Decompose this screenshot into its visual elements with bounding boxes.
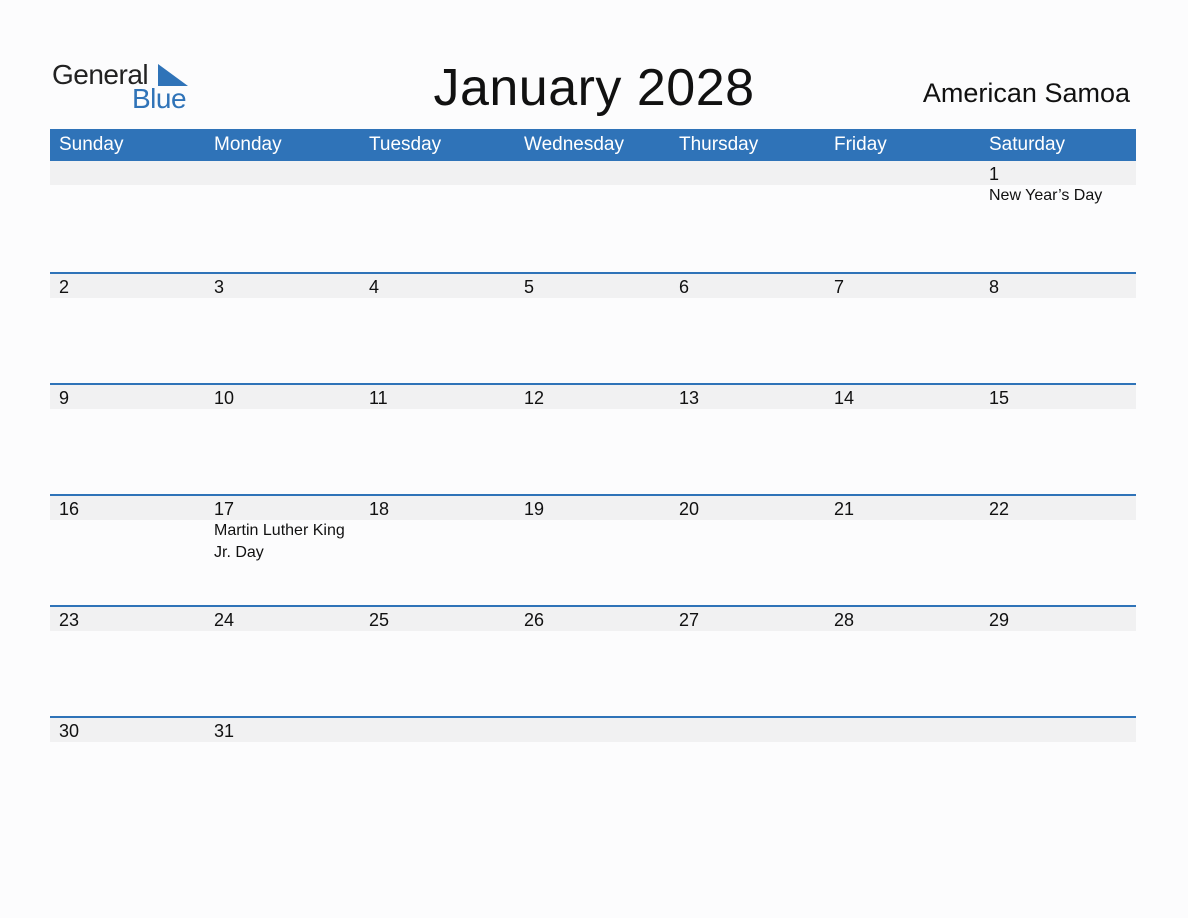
- day-number: [59, 161, 205, 185]
- holiday-label: New Year’s Day: [989, 187, 1103, 204]
- weekday-thursday: Thursday: [679, 134, 759, 155]
- day-cell: [670, 718, 825, 827]
- week-row: [50, 716, 1136, 827]
- day-cell: [50, 161, 205, 272]
- day-cell: [825, 385, 980, 494]
- day-cell: [205, 385, 360, 494]
- weekday-monday: Monday: [214, 134, 282, 155]
- day-number: 16: [59, 499, 80, 519]
- weekday-header-row: [50, 129, 1136, 161]
- day-cell: [205, 718, 360, 827]
- day-cell: [360, 607, 515, 716]
- calendar-header: [0, 0, 1188, 128]
- day-cell: [980, 274, 1136, 383]
- day-cell: [825, 718, 980, 827]
- day-cell: [360, 274, 515, 383]
- day-cell: [515, 274, 670, 383]
- day-cell: [670, 385, 825, 494]
- day-cell: [205, 161, 360, 272]
- weekday-sunday: Sunday: [59, 134, 124, 155]
- day-cell: [980, 607, 1136, 716]
- weekday-wednesday: Wednesday: [524, 134, 624, 155]
- week-row: [50, 383, 1136, 494]
- day-number: 8: [989, 277, 1000, 297]
- day-number: 26: [524, 610, 545, 630]
- day-number: 29: [989, 610, 1010, 630]
- day-number: [834, 718, 980, 742]
- day-number: [369, 718, 515, 742]
- day-cell: [50, 385, 205, 494]
- day-cell: [980, 718, 1136, 827]
- day-cell: [670, 161, 825, 272]
- day-number: [369, 161, 515, 185]
- day-number: 17: [214, 499, 235, 519]
- day-cell: [50, 718, 205, 827]
- day-cell: [825, 496, 980, 605]
- day-number: [989, 718, 1136, 742]
- day-number: 28: [834, 610, 855, 630]
- calendar-grid: [50, 129, 1136, 827]
- day-number: 30: [59, 721, 80, 741]
- day-cell: [825, 607, 980, 716]
- day-cell: [515, 607, 670, 716]
- day-number: 2: [59, 277, 70, 297]
- day-number: [679, 161, 825, 185]
- day-cell: [515, 718, 670, 827]
- day-cell: [205, 607, 360, 716]
- day-cell: [360, 385, 515, 494]
- day-number: [524, 718, 670, 742]
- day-number: 1: [989, 164, 1000, 184]
- week-row: [50, 161, 1136, 272]
- day-number: 4: [369, 277, 380, 297]
- week-row: [50, 272, 1136, 383]
- day-number: 10: [214, 388, 235, 408]
- day-number: 11: [369, 388, 388, 408]
- holiday-label: Martin Luther King Jr. Day: [214, 522, 345, 561]
- day-number: 13: [679, 388, 700, 408]
- day-cell: [980, 496, 1136, 605]
- week-row: [50, 605, 1136, 716]
- day-cell: [515, 385, 670, 494]
- logo-general-text: General: [52, 59, 149, 90]
- month-title: January 2028: [433, 59, 755, 117]
- day-number: 21: [834, 499, 855, 519]
- day-cell: [980, 385, 1136, 494]
- day-cell: [825, 161, 980, 272]
- day-number: 25: [369, 610, 390, 630]
- day-cell: [50, 274, 205, 383]
- logo-blue-text: Blue: [132, 83, 187, 114]
- day-number: 14: [834, 388, 855, 408]
- day-cell: [360, 161, 515, 272]
- day-cell: [50, 496, 205, 605]
- day-number: 3: [214, 277, 225, 297]
- generalblue-logo: [52, 60, 202, 112]
- day-number: 5: [524, 277, 535, 297]
- day-cell: [825, 274, 980, 383]
- day-number: 23: [59, 610, 80, 630]
- day-number: 7: [834, 277, 845, 297]
- day-cell: [360, 496, 515, 605]
- day-cell: [515, 161, 670, 272]
- day-number: 9: [59, 388, 70, 408]
- day-number: 15: [989, 388, 1010, 408]
- week-row: [50, 494, 1136, 605]
- weekday-friday: Friday: [834, 134, 887, 155]
- country-name: American Samoa: [922, 78, 1130, 108]
- day-number: 12: [524, 388, 545, 408]
- day-number: 27: [679, 610, 700, 630]
- day-number: 22: [989, 499, 1010, 519]
- day-cell: [360, 718, 515, 827]
- weekday-saturday: Saturday: [989, 134, 1066, 155]
- day-number: 31: [214, 721, 235, 741]
- day-number: 20: [679, 499, 700, 519]
- day-cell: [980, 161, 1136, 272]
- weekday-tuesday: Tuesday: [369, 134, 442, 155]
- day-number: 18: [369, 499, 390, 519]
- day-number: [679, 718, 825, 742]
- day-cell: [515, 496, 670, 605]
- day-cell: [50, 607, 205, 716]
- day-cell: [205, 496, 360, 605]
- day-number: [834, 161, 980, 185]
- day-number: 6: [679, 277, 690, 297]
- day-number: [214, 161, 360, 185]
- day-cell: [670, 607, 825, 716]
- day-number: 24: [214, 610, 235, 630]
- day-number: 19: [524, 499, 545, 519]
- day-cell: [670, 496, 825, 605]
- day-number: [524, 161, 670, 185]
- day-cell: [205, 274, 360, 383]
- day-cell: [670, 274, 825, 383]
